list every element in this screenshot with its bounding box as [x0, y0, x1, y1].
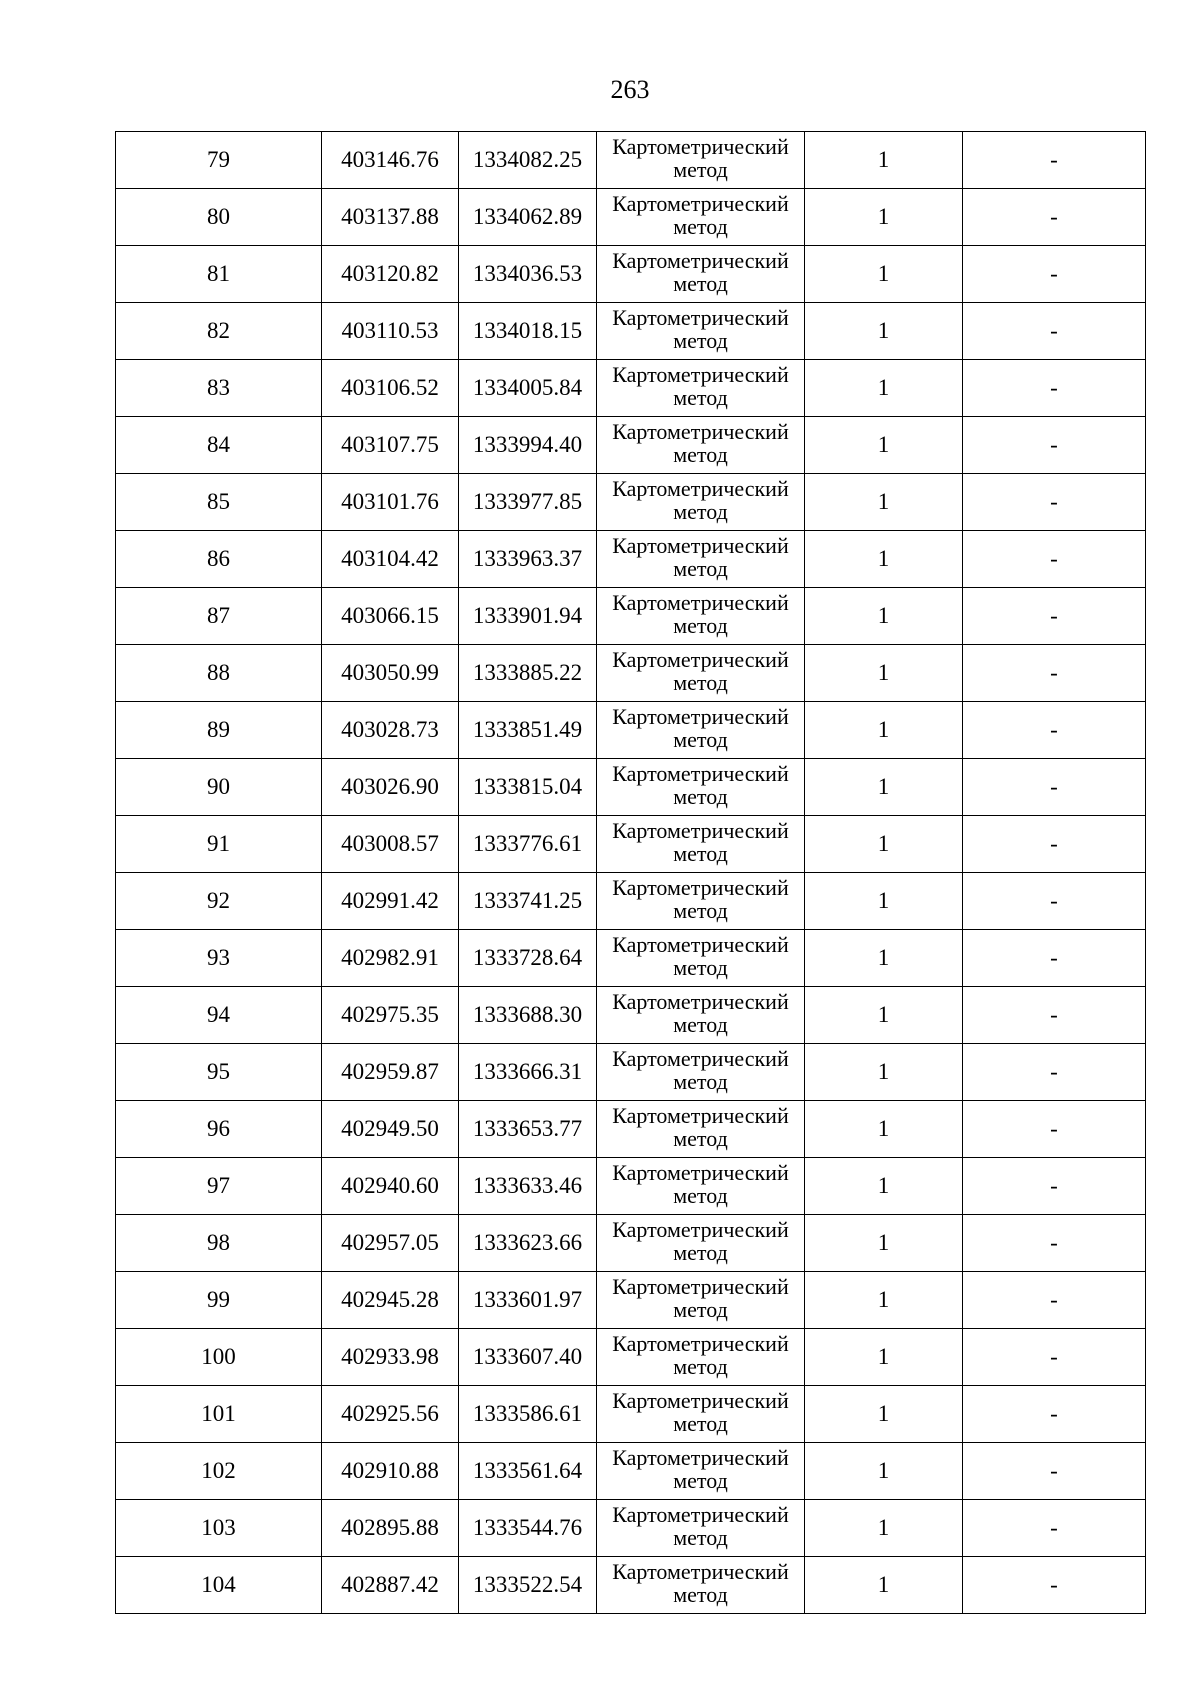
method-line-2: метод [673, 1354, 728, 1379]
note-cell: - [963, 1443, 1146, 1500]
point-number-cell: 90 [116, 759, 322, 816]
method-line-1: Картометрический [612, 1160, 789, 1185]
accuracy-cell: 1 [805, 759, 963, 816]
y-coordinate-cell: 1333901.94 [459, 588, 597, 645]
method-line-2: метод [673, 1297, 728, 1322]
note-cell: - [963, 873, 1146, 930]
method-cell [597, 702, 805, 759]
y-coordinate-cell: 1334082.25 [459, 132, 597, 189]
y-coordinate-cell: 1333728.64 [459, 930, 597, 987]
accuracy-cell: 1 [805, 1272, 963, 1329]
method-line-2: метод [673, 271, 728, 296]
point-number-cell: 89 [116, 702, 322, 759]
note-cell: - [963, 1158, 1146, 1215]
y-coordinate-cell: 1333741.25 [459, 873, 597, 930]
method-cell [597, 360, 805, 417]
method-line-2: метод [673, 556, 728, 581]
x-coordinate-cell: 402975.35 [322, 987, 459, 1044]
accuracy-cell: 1 [805, 873, 963, 930]
method-cell [597, 1101, 805, 1158]
point-number-cell: 99 [116, 1272, 322, 1329]
accuracy-cell: 1 [805, 645, 963, 702]
method-line-2: метод [673, 727, 728, 752]
method-cell [597, 873, 805, 930]
method-cell [597, 1386, 805, 1443]
note-cell: - [963, 1500, 1146, 1557]
accuracy-cell: 1 [805, 1044, 963, 1101]
table-row [116, 132, 1146, 189]
method-cell [597, 1044, 805, 1101]
x-coordinate-cell: 403008.57 [322, 816, 459, 873]
method-line-2: метод [673, 955, 728, 980]
method-line-2: метод [673, 1468, 728, 1493]
x-coordinate-cell: 402945.28 [322, 1272, 459, 1329]
x-coordinate-cell: 402991.42 [322, 873, 459, 930]
method-line-1: Картометрический [612, 1502, 789, 1527]
point-number-cell: 100 [116, 1329, 322, 1386]
table-row [116, 930, 1146, 987]
coordinates-table [115, 131, 1146, 1614]
accuracy-cell: 1 [805, 189, 963, 246]
point-number-cell: 88 [116, 645, 322, 702]
x-coordinate-cell: 402940.60 [322, 1158, 459, 1215]
method-line-2: метод [673, 841, 728, 866]
method-line-1: Картометрический [612, 362, 789, 387]
x-coordinate-cell: 403146.76 [322, 132, 459, 189]
note-cell: - [963, 759, 1146, 816]
method-line-1: Картометрический [612, 1103, 789, 1128]
method-line-1: Картометрический [612, 989, 789, 1014]
accuracy-cell: 1 [805, 132, 963, 189]
note-cell: - [963, 189, 1146, 246]
y-coordinate-cell: 1333851.49 [459, 702, 597, 759]
table-row [116, 246, 1146, 303]
x-coordinate-cell: 402925.56 [322, 1386, 459, 1443]
accuracy-cell: 1 [805, 816, 963, 873]
note-cell: - [963, 987, 1146, 1044]
method-line-1: Картометрический [612, 761, 789, 786]
accuracy-cell: 1 [805, 531, 963, 588]
accuracy-cell: 1 [805, 246, 963, 303]
point-number-cell: 98 [116, 1215, 322, 1272]
y-coordinate-cell: 1333688.30 [459, 987, 597, 1044]
accuracy-cell: 1 [805, 1215, 963, 1272]
method-line-2: метод [673, 214, 728, 239]
point-number-cell: 80 [116, 189, 322, 246]
method-line-1: Картометрический [612, 134, 789, 159]
accuracy-cell: 1 [805, 1557, 963, 1614]
x-coordinate-cell: 402957.05 [322, 1215, 459, 1272]
note-cell: - [963, 474, 1146, 531]
table-row [116, 1272, 1146, 1329]
method-line-1: Картометрический [612, 1331, 789, 1356]
point-number-cell: 101 [116, 1386, 322, 1443]
y-coordinate-cell: 1333994.40 [459, 417, 597, 474]
note-cell: - [963, 816, 1146, 873]
method-cell [597, 1329, 805, 1386]
y-coordinate-cell: 1333666.31 [459, 1044, 597, 1101]
x-coordinate-cell: 402933.98 [322, 1329, 459, 1386]
y-coordinate-cell: 1333776.61 [459, 816, 597, 873]
method-cell [597, 1272, 805, 1329]
method-cell [597, 246, 805, 303]
table-row [116, 1557, 1146, 1614]
y-coordinate-cell: 1334036.53 [459, 246, 597, 303]
coordinates-table-body [116, 132, 1146, 1614]
point-number-cell: 95 [116, 1044, 322, 1101]
table-row [116, 531, 1146, 588]
table-row [116, 759, 1146, 816]
point-number-cell: 103 [116, 1500, 322, 1557]
accuracy-cell: 1 [805, 303, 963, 360]
note-cell: - [963, 1329, 1146, 1386]
note-cell: - [963, 1101, 1146, 1158]
x-coordinate-cell: 403107.75 [322, 417, 459, 474]
y-coordinate-cell: 1333544.76 [459, 1500, 597, 1557]
method-cell [597, 1443, 805, 1500]
y-coordinate-cell: 1333522.54 [459, 1557, 597, 1614]
note-cell: - [963, 588, 1146, 645]
method-line-2: метод [673, 613, 728, 638]
x-coordinate-cell: 403028.73 [322, 702, 459, 759]
accuracy-cell: 1 [805, 1500, 963, 1557]
point-number-cell: 81 [116, 246, 322, 303]
x-coordinate-cell: 402982.91 [322, 930, 459, 987]
method-cell [597, 531, 805, 588]
table-row [116, 588, 1146, 645]
method-line-1: Картометрический [612, 1274, 789, 1299]
point-number-cell: 93 [116, 930, 322, 987]
method-line-2: метод [673, 442, 728, 467]
x-coordinate-cell: 403104.42 [322, 531, 459, 588]
x-coordinate-cell: 403120.82 [322, 246, 459, 303]
method-line-2: метод [673, 1126, 728, 1151]
method-line-1: Картометрический [612, 704, 789, 729]
table-row [116, 816, 1146, 873]
table-row [116, 1443, 1146, 1500]
table-row [116, 987, 1146, 1044]
note-cell: - [963, 531, 1146, 588]
x-coordinate-cell: 403026.90 [322, 759, 459, 816]
accuracy-cell: 1 [805, 1101, 963, 1158]
y-coordinate-cell: 1333885.22 [459, 645, 597, 702]
x-coordinate-cell: 402895.88 [322, 1500, 459, 1557]
point-number-cell: 94 [116, 987, 322, 1044]
method-line-1: Картометрический [612, 590, 789, 615]
accuracy-cell: 1 [805, 1443, 963, 1500]
method-line-1: Картометрический [612, 1217, 789, 1242]
table-row [116, 474, 1146, 531]
accuracy-cell: 1 [805, 987, 963, 1044]
method-line-1: Картометрический [612, 1445, 789, 1470]
note-cell: - [963, 1557, 1146, 1614]
method-cell [597, 189, 805, 246]
method-line-2: метод [673, 1582, 728, 1607]
table-row [116, 1500, 1146, 1557]
accuracy-cell: 1 [805, 1158, 963, 1215]
method-line-1: Картометрический [612, 191, 789, 216]
point-number-cell: 83 [116, 360, 322, 417]
method-line-2: метод [673, 499, 728, 524]
y-coordinate-cell: 1334005.84 [459, 360, 597, 417]
accuracy-cell: 1 [805, 474, 963, 531]
y-coordinate-cell: 1334062.89 [459, 189, 597, 246]
note-cell: - [963, 1272, 1146, 1329]
point-number-cell: 87 [116, 588, 322, 645]
page-number: 263 [610, 75, 650, 104]
method-line-1: Картометрический [612, 419, 789, 444]
accuracy-cell: 1 [805, 360, 963, 417]
accuracy-cell: 1 [805, 1329, 963, 1386]
y-coordinate-cell: 1333815.04 [459, 759, 597, 816]
y-coordinate-cell: 1333623.66 [459, 1215, 597, 1272]
note-cell: - [963, 1044, 1146, 1101]
table-row [116, 360, 1146, 417]
method-line-2: метод [673, 1069, 728, 1094]
method-line-2: метод [673, 157, 728, 182]
table-row [116, 303, 1146, 360]
accuracy-cell: 1 [805, 1386, 963, 1443]
note-cell: - [963, 702, 1146, 759]
x-coordinate-cell: 402949.50 [322, 1101, 459, 1158]
table-row [116, 1044, 1146, 1101]
table-row [116, 1386, 1146, 1443]
method-cell [597, 930, 805, 987]
method-line-2: метод [673, 670, 728, 695]
x-coordinate-cell: 403066.15 [322, 588, 459, 645]
point-number-cell: 91 [116, 816, 322, 873]
method-line-2: метод [673, 1240, 728, 1265]
point-number-cell: 96 [116, 1101, 322, 1158]
method-cell [597, 588, 805, 645]
point-number-cell: 92 [116, 873, 322, 930]
x-coordinate-cell: 403110.53 [322, 303, 459, 360]
y-coordinate-cell: 1333977.85 [459, 474, 597, 531]
point-number-cell: 82 [116, 303, 322, 360]
y-coordinate-cell: 1333561.64 [459, 1443, 597, 1500]
accuracy-cell: 1 [805, 930, 963, 987]
table-row [116, 645, 1146, 702]
method-cell [597, 759, 805, 816]
method-line-1: Картометрический [612, 305, 789, 330]
x-coordinate-cell: 402959.87 [322, 1044, 459, 1101]
method-line-1: Картометрический [612, 476, 789, 501]
method-cell [597, 1158, 805, 1215]
note-cell: - [963, 132, 1146, 189]
method-line-1: Картометрический [612, 875, 789, 900]
method-line-2: метод [673, 1525, 728, 1550]
note-cell: - [963, 930, 1146, 987]
y-coordinate-cell: 1333607.40 [459, 1329, 597, 1386]
note-cell: - [963, 1215, 1146, 1272]
note-cell: - [963, 246, 1146, 303]
method-cell [597, 303, 805, 360]
method-line-2: метод [673, 1183, 728, 1208]
accuracy-cell: 1 [805, 417, 963, 474]
y-coordinate-cell: 1333586.61 [459, 1386, 597, 1443]
table-row [116, 1158, 1146, 1215]
note-cell: - [963, 417, 1146, 474]
note-cell: - [963, 360, 1146, 417]
x-coordinate-cell: 403137.88 [322, 189, 459, 246]
x-coordinate-cell: 402910.88 [322, 1443, 459, 1500]
method-cell [597, 816, 805, 873]
point-number-cell: 86 [116, 531, 322, 588]
y-coordinate-cell: 1334018.15 [459, 303, 597, 360]
point-number-cell: 97 [116, 1158, 322, 1215]
method-line-1: Картометрический [612, 533, 789, 558]
table-row [116, 189, 1146, 246]
table-row [116, 417, 1146, 474]
method-line-1: Картометрический [612, 1559, 789, 1584]
table-row [116, 1329, 1146, 1386]
method-cell [597, 417, 805, 474]
y-coordinate-cell: 1333633.46 [459, 1158, 597, 1215]
table-row [116, 702, 1146, 759]
method-cell [597, 132, 805, 189]
x-coordinate-cell: 403106.52 [322, 360, 459, 417]
table-row [116, 1215, 1146, 1272]
method-line-2: метод [673, 385, 728, 410]
method-cell [597, 1215, 805, 1272]
method-line-2: метод [673, 784, 728, 809]
method-cell [597, 1557, 805, 1614]
accuracy-cell: 1 [805, 702, 963, 759]
method-cell [597, 645, 805, 702]
method-line-1: Картометрический [612, 932, 789, 957]
method-line-1: Картометрический [612, 647, 789, 672]
accuracy-cell: 1 [805, 588, 963, 645]
y-coordinate-cell: 1333601.97 [459, 1272, 597, 1329]
method-line-2: метод [673, 1411, 728, 1436]
x-coordinate-cell: 402887.42 [322, 1557, 459, 1614]
x-coordinate-cell: 403050.99 [322, 645, 459, 702]
method-line-2: метод [673, 328, 728, 353]
note-cell: - [963, 303, 1146, 360]
x-coordinate-cell: 403101.76 [322, 474, 459, 531]
point-number-cell: 79 [116, 132, 322, 189]
method-line-1: Картометрический [612, 1388, 789, 1413]
method-line-1: Картометрический [612, 818, 789, 843]
method-line-2: метод [673, 898, 728, 923]
method-cell [597, 1500, 805, 1557]
method-cell [597, 987, 805, 1044]
point-number-cell: 84 [116, 417, 322, 474]
y-coordinate-cell: 1333963.37 [459, 531, 597, 588]
note-cell: - [963, 1386, 1146, 1443]
y-coordinate-cell: 1333653.77 [459, 1101, 597, 1158]
point-number-cell: 85 [116, 474, 322, 531]
point-number-cell: 104 [116, 1557, 322, 1614]
note-cell: - [963, 645, 1146, 702]
method-line-1: Картометрический [612, 248, 789, 273]
method-line-1: Картометрический [612, 1046, 789, 1071]
table-row [116, 873, 1146, 930]
method-cell [597, 474, 805, 531]
method-line-2: метод [673, 1012, 728, 1037]
table-row [116, 1101, 1146, 1158]
point-number-cell: 102 [116, 1443, 322, 1500]
